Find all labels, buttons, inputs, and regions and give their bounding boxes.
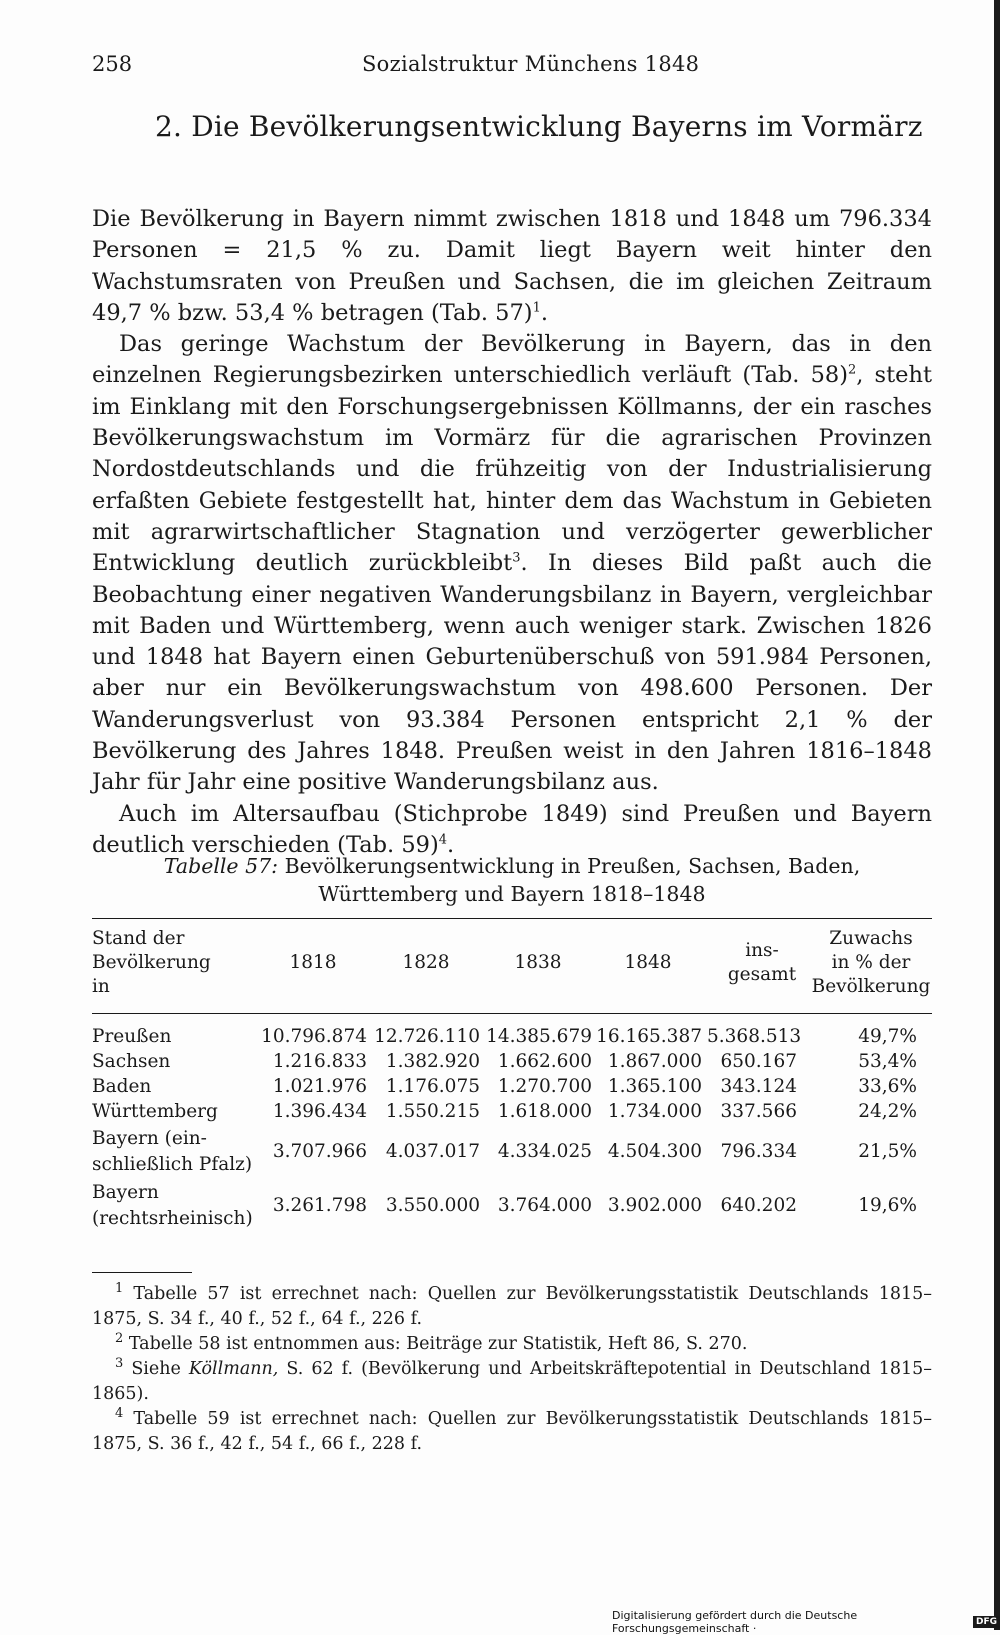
header-1838: 1838 [514,952,562,973]
table-row: Baden 1.021.976 1.176.075 1.270.700 1.365.100 343.124 33,6% [92,1076,917,1097]
footnote-ref-1[interactable]: 1 [532,300,541,316]
table-caption-label: Tabelle 57: [163,854,279,878]
header-stand: Stand der Bevölkerung in [92,928,211,997]
paragraph-1: Die Bevölkerung in Bayern nimmt zwischen 1818 und 1848 um 796.334 Personen = 21,5 % zu. Damit liegt Bayern weit hinter den Wachstumsraten von Preußen und Sachsen, die im gleichen Zeitraum 49,7 % bzw. 53,4 % betragen (Tab. 57)$^1$. [92,206,932,326]
header-zuwachs: Zuwachs in % der Bevölkerung [811,928,931,997]
table-row: Bayern (rechtsrheinisch) 3.261.798 3.550.000 3.764.000 3.902.000 640.202 19,6% [92,1182,917,1229]
table-row: Preußen 10.796.874 12.726.110 14.385.679 16.165.387 5.368.513 49,7% [92,1026,917,1047]
header-1828: 1828 [402,952,450,973]
footnote-4: $^4$ Tabelle 59 ist errechnet nach: Quellen zur Bevölkerungsstatistik Deutschlands 1815–1875, S. 36 f., 42 f., 54 f., 66 f., 228 f. [92,1406,932,1454]
digitization-footer [612,1609,1000,1635]
section-title: 2. Die Bevölkerungsentwicklung Bayerns im Vormärz [155,110,923,143]
paragraph-3: Auch im Altersaufbau (Stichprobe 1849) sind Preußen und Bayern deutlich verschieden (Tab. 59)$^4$. [92,800,932,858]
page-edge [994,0,1000,1630]
header-1848: 1848 [624,952,672,973]
table-header-rule [92,1013,932,1014]
table-row: Bayern (ein- schließlich Pfalz) 3.707.966 4.037.017 4.334.025 4.504.300 796.334 21,5% [92,1128,917,1175]
population-table [92,918,932,1234]
footnote-ref-3[interactable]: 3 [512,550,521,566]
footnote-3: $^3$ Siehe Köllmann, S. 62 f. (Bevölkerung und Arbeitskräftepotential in Deutschland 1815–1865). [92,1356,932,1404]
footnote-2: $^2$ Tabelle 58 ist entnommen aus: Beiträge zur Statistik, Heft 86, S. 270. [115,1331,748,1354]
table-row: Sachsen 1.216.833 1.382.920 1.662.600 1.867.000 650.167 53,4% [92,1051,917,1072]
footer-text: Digitalisierung gefördert durch die Deutsche Forschungsgemeinschaft · [612,1609,858,1635]
footnote-1: $^1$ Tabelle 57 ist errechnet nach: Quellen zur Bevölkerungsstatistik Deutschlands 1815–1875, S. 34 f., 40 f., 52 f., 64 f., 226 f. [92,1281,932,1329]
paragraph-2: Das geringe Wachstum der Bevölkerung in Bayern, das in den einzelnen Regierungsbezirken unterschiedlich verläuft (Tab. 58)$^2$, steht im Einklang mit den Forschungsergebnissen Köllmanns, der ein rasches Bevölkerungswachstum im Vormärz für die agrarischen Provinzen Nordostdeutschlands und die frühzeitig von der Industrialisierung erfaßten Gebiete festgestellt hat, hinter dem das Wachstum in Gebieten mit agrarwirtschaftlicher Stagnation und verzögerter gewerblicher Entwicklung deutlich zurückbleibt$^3$. In dieses Bild paßt auch die Beobachtung einer negativen Wanderungsbilanz in Bayern, vergleichbar mit Baden und Württemberg, wenn auch weniger stark. Zwischen 1826 und 1848 hat Bayern einen Geburtenüberschuß von 591.984 Personen, aber nur ein Bevölkerungswachstum von 498.600 Personen. Der Wanderungsverlust von 93.384 Personen entspricht 2,1 % der Bevölkerung des Jahres 1848. Preußen weist in den Jahren 1816–1848 Jahr für Jahr eine positive Wanderungsbilanz aus. [92,331,932,796]
header-insgesamt: ins- gesamt [727,940,797,985]
body-text [92,204,932,861]
footnote-separator [92,1272,192,1273]
table-header [92,919,932,1013]
running-title: Sozialstruktur Münchens 1848 [362,52,700,76]
table-caption-text: Bevölkerungsentwicklung in Preußen, Sachsen, Baden, Württemberg und Bayern 1818–1848 [284,854,861,906]
table-row: Württemberg 1.396.434 1.550.215 1.618.000 1.734.000 337.566 24,2% [92,1101,917,1122]
page-number: 258 [92,52,133,76]
footnotes [92,1282,932,1457]
table-caption [92,852,932,908]
dfg-logo: DFG [973,1616,1000,1628]
header-1818: 1818 [289,952,337,973]
footnote-ref-2[interactable]: 2 [847,362,857,378]
footnote-ref-4[interactable]: 4 [438,832,448,848]
